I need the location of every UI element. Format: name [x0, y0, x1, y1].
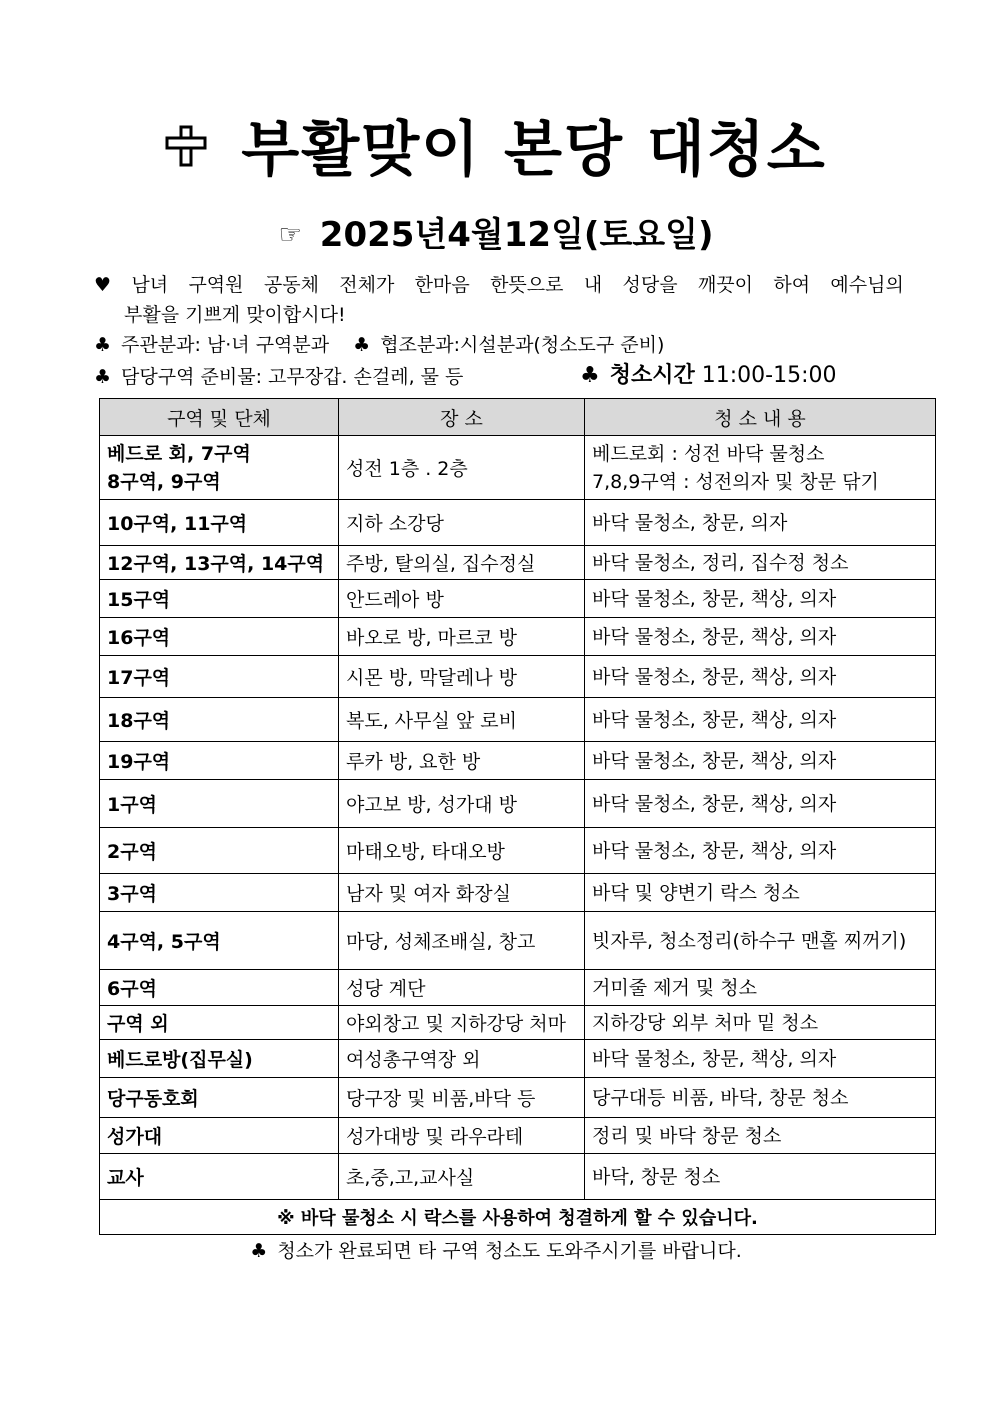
cleaning-time-label: 청소시간 — [609, 363, 695, 388]
place-cell: 마태오방, 타대오방 — [339, 828, 585, 874]
content-cell — [585, 580, 936, 618]
group-cell — [100, 1006, 339, 1040]
group-cell — [100, 436, 339, 500]
page-title: 부활맞이 본당 대청소 — [241, 115, 827, 185]
content-text: 바닥 물청소, 창문, 책상, 의자 — [592, 625, 837, 648]
pointing-hand-icon: ☞ — [278, 220, 302, 250]
table-body — [100, 436, 936, 1200]
table-row — [100, 436, 936, 500]
table-row — [100, 1040, 936, 1078]
content-cell — [585, 618, 936, 656]
club-icon: ♣ — [94, 366, 112, 388]
place-cell: 남자 및 여자 화장실 — [339, 874, 585, 912]
group-name: 19구역 — [107, 751, 171, 773]
content-cell — [585, 874, 936, 912]
closing-text: 청소가 완료되면 타 구역 청소도 도와주시기를 바랍니다. — [277, 1240, 742, 1262]
intro-line-2: 부활을 기쁘게 맞이합시다! — [124, 304, 346, 326]
table-row — [100, 1118, 936, 1154]
place-cell: 성당 계단 — [339, 970, 585, 1006]
content-text: 7,8,9구역 : 성전의자 및 창문 닦기 — [592, 470, 879, 493]
place-cell: 안드레아 방 — [339, 580, 585, 618]
support-organizer: 협조분과:시설분과(청소도구 준비) — [380, 334, 665, 356]
club-icon: ♣ — [250, 1240, 268, 1262]
table-row — [100, 828, 936, 874]
group-name: 성가대 — [107, 1126, 163, 1148]
content-cell — [585, 742, 936, 780]
intro-word: 예수님의 — [830, 274, 904, 296]
column-header: 청 소 내 용 — [585, 399, 936, 436]
group-name: 2구역 — [107, 841, 157, 863]
table-row — [100, 1078, 936, 1118]
intro-word: 성당을 — [622, 274, 678, 296]
content-text: 바닥 물청소, 창문, 의자 — [592, 511, 788, 534]
cross-icon — [165, 109, 207, 185]
table-row — [100, 698, 936, 742]
intro-word: 내 — [583, 274, 603, 296]
group-name: 6구역 — [107, 978, 157, 1000]
place-cell: 여성총구역장 외 — [339, 1040, 585, 1078]
table-row — [100, 912, 936, 970]
content-text: 빗자루, 청소정리(하수구 맨홀 찌꺼기) — [592, 929, 907, 952]
event-date: 2025년4월12일(토요일) — [319, 215, 714, 255]
group-name: 16구역 — [107, 627, 171, 649]
content-cell — [585, 1118, 936, 1154]
table-row — [100, 780, 936, 828]
content-cell — [585, 546, 936, 580]
group-cell — [100, 1118, 339, 1154]
content-text: 바닥, 창문 청소 — [592, 1165, 721, 1188]
content-cell — [585, 912, 936, 970]
main-organizer: 주관분과: 남·녀 구역분과 — [121, 334, 330, 356]
table-row — [100, 874, 936, 912]
place-cell: 야고보 방, 성가대 방 — [339, 780, 585, 828]
column-header: 구역 및 단체 — [100, 399, 339, 436]
place-cell: 복도, 사무실 앞 로비 — [339, 698, 585, 742]
intro-word: 전체가 — [339, 274, 395, 296]
content-text: 바닥 및 양변기 락스 청소 — [592, 881, 800, 904]
content-text: 바닥 물청소, 창문, 책상, 의자 — [592, 792, 837, 815]
table-row — [100, 970, 936, 1006]
group-name: 15구역 — [107, 589, 171, 611]
group-name: 4구역, 5구역 — [107, 931, 221, 953]
group-cell — [100, 1040, 339, 1078]
content-text: 바닥 물청소, 창문, 책상, 의자 — [592, 708, 837, 731]
table-row — [100, 500, 936, 546]
place-cell: 루카 방, 요한 방 — [339, 742, 585, 780]
place-cell: 성전 1층 . 2층 — [339, 436, 585, 500]
group-cell — [100, 780, 339, 828]
content-text: 바닥 물청소, 창문, 책상, 의자 — [592, 1047, 837, 1070]
heart-icon: ♥ — [94, 274, 112, 296]
page-title-wrap — [0, 112, 992, 191]
group-name: 베드로 회, 7구역 — [107, 442, 251, 465]
intro-line-1 — [94, 270, 904, 300]
group-cell — [100, 1078, 339, 1118]
group-cell — [100, 970, 339, 1006]
group-name: 10구역, 11구역 — [107, 513, 248, 535]
table-row — [100, 742, 936, 780]
group-cell — [100, 500, 339, 546]
table-note: ※ 바닥 물청소 시 락스를 사용하여 청결하게 할 수 있습니다. — [100, 1200, 936, 1235]
content-cell — [585, 780, 936, 828]
group-name: 3구역 — [107, 883, 157, 905]
content-cell — [585, 698, 936, 742]
group-name: 1구역 — [107, 794, 157, 816]
place-cell: 당구장 및 비품,바닥 등 — [339, 1078, 585, 1118]
content-cell — [585, 970, 936, 1006]
column-header: 장 소 — [339, 399, 585, 436]
table-row — [100, 546, 936, 580]
intro-word: 공동체 — [263, 274, 319, 296]
place-cell: 마당, 성체조배실, 창고 — [339, 912, 585, 970]
place-cell: 바오로 방, 마르코 방 — [339, 618, 585, 656]
group-cell — [100, 742, 339, 780]
group-name: 12구역, 13구역, 14구역 — [107, 553, 325, 575]
group-name: 구역 외 — [107, 1013, 169, 1035]
event-date-wrap — [0, 210, 992, 263]
content-cell — [585, 1078, 936, 1118]
prep-line — [94, 362, 463, 392]
group-cell — [100, 546, 339, 580]
group-name: 당구동호회 — [107, 1088, 199, 1110]
group-cell — [100, 698, 339, 742]
content-cell — [585, 828, 936, 874]
intro-word: 구역원 — [188, 274, 244, 296]
intro-word: 깨끗이 — [697, 274, 754, 296]
place-cell: 지하 소강당 — [339, 500, 585, 546]
content-cell — [585, 500, 936, 546]
content-text: 바닥 물청소, 창문, 책상, 의자 — [592, 587, 837, 610]
content-text: 베드로회 : 성전 바닥 물청소 — [592, 442, 825, 465]
content-cell — [585, 656, 936, 698]
group-cell — [100, 912, 339, 970]
place-cell: 시몬 방, 막달레나 방 — [339, 656, 585, 698]
table-row — [100, 580, 936, 618]
content-text: 거미줄 제거 및 청소 — [592, 976, 757, 999]
intro-word: 하여 — [773, 274, 811, 296]
content-cell — [585, 1154, 936, 1200]
place-cell: 야외창고 및 지하강당 처마 — [339, 1006, 585, 1040]
schedule-table — [99, 398, 936, 1235]
content-cell — [585, 1006, 936, 1040]
content-text: 바닥 물청소, 창문, 책상, 의자 — [592, 839, 837, 862]
group-cell — [100, 580, 339, 618]
club-icon: ♣ — [353, 334, 371, 356]
group-name: 8구역, 9구역 — [107, 470, 221, 493]
club-icon: ♣ — [580, 363, 600, 388]
content-cell — [585, 1040, 936, 1078]
club-icon: ♣ — [94, 334, 112, 356]
place-cell: 초,중,고,교사실 — [339, 1154, 585, 1200]
table-row — [100, 1006, 936, 1040]
group-cell — [100, 1154, 339, 1200]
table-row — [100, 656, 936, 698]
group-name: 17구역 — [107, 667, 171, 689]
place-cell: 주방, 탈의실, 집수정실 — [339, 546, 585, 580]
intro-word: 한마음 — [414, 274, 470, 296]
content-text: 정리 및 바닥 창문 청소 — [592, 1124, 782, 1147]
closing-line — [0, 1237, 992, 1265]
content-cell — [585, 436, 936, 500]
group-cell — [100, 828, 339, 874]
table-header-row — [100, 399, 936, 436]
content-text: 바닥 물청소, 창문, 책상, 의자 — [592, 749, 837, 772]
place-cell: 성가대방 및 라우라테 — [339, 1118, 585, 1154]
group-cell — [100, 618, 339, 656]
intro-word: 한뜻으로 — [490, 274, 564, 296]
group-name: 베드로방(집무실) — [107, 1049, 253, 1071]
content-text: 당구대등 비품, 바닥, 창문 청소 — [592, 1086, 849, 1109]
cleaning-time — [580, 360, 837, 392]
note-row — [100, 1200, 936, 1235]
table-row — [100, 1154, 936, 1200]
group-name: 18구역 — [107, 710, 171, 732]
content-text: 바닥 물청소, 정리, 집수정 청소 — [592, 551, 849, 574]
intro-word: 남녀 — [131, 274, 169, 296]
group-cell — [100, 874, 339, 912]
group-name: 교사 — [107, 1167, 144, 1189]
content-text: 바닥 물청소, 창문, 책상, 의자 — [592, 665, 837, 688]
group-cell — [100, 656, 339, 698]
organizers-line — [94, 330, 664, 360]
cleaning-time-value: 11:00-15:00 — [701, 363, 837, 388]
prep-items: 담당구역 준비물: 고무장갑. 손걸레, 물 등 — [121, 366, 464, 388]
table-row — [100, 618, 936, 656]
content-text: 지하강당 외부 처마 밑 청소 — [592, 1011, 819, 1034]
